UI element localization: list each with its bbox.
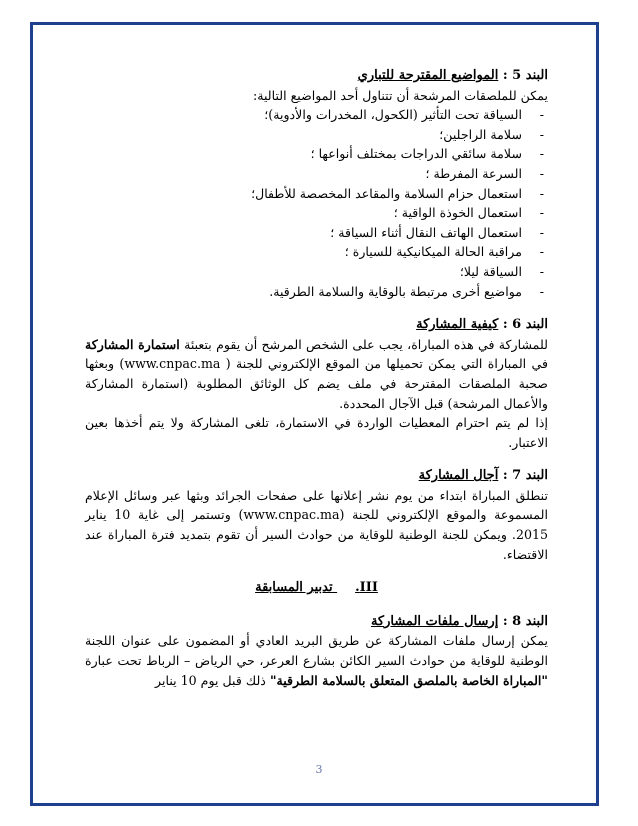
section-6-title: كيفية المشاركة — [416, 317, 499, 333]
section-5-intro: يمكن للملصقات المرشحة أن تتناول أحد المواضيع التالية: — [252, 87, 548, 103]
paragraph-text: للمشاركة في هذه المباراة، يجب على الشخص المرشح أن يقوم بتعبئة — [184, 336, 548, 352]
paragraph-text: ذلك قبل يوم 10 يناير — [155, 672, 266, 688]
participation-form-term: استمارة المشاركة — [85, 336, 180, 352]
section-5-heading — [85, 66, 548, 86]
section-6-heading — [85, 315, 548, 335]
section-7-title: آجال المشاركة — [418, 468, 499, 484]
chapter-numeral: III. — [355, 580, 378, 596]
section-8-number: البند 8 : — [502, 613, 548, 629]
section-8-paragraph — [85, 631, 548, 690]
document-body — [85, 66, 548, 690]
section-8-heading — [85, 612, 548, 632]
section-6-number: البند 6 : — [502, 317, 548, 333]
section-7-paragraph: تنطلق المباراة ابتداء من يوم نشر إعلانها على صفحات الجرائد وبثها عبر وسائل الإعلام المسموعة والموقع الإلكتروني للجنة (www.cnpac.ma) وتستمر إلى غاية 10 يناير 2015. ويمكن للجنة الوطنية للوقاية من حوادث السير أن تقوم بتمديد فترة المباراة عند الاقتضاء. — [85, 487, 548, 562]
paragraph-text: في المباراة التي يمكن تحميلها من الموقع الإلكتروني للجنة ( www.cnpac.ma) وبعثها صحبة الملصقات المقترحة في ملف يضم كل الوثائق المطلوبة (استمارة المشاركة والأعمال المرشحة) قبل الآجال المحددة. — [85, 356, 548, 411]
section-5-title: المواضيع المقترحة للتباري — [357, 68, 499, 83]
submission-label-term: "المباراة الخاصة بالملصق المتعلق بالسلامة الطرقية" — [269, 672, 548, 688]
page-number: 3 — [315, 763, 323, 776]
list-item: - سلامة الراجلين؛ — [85, 125, 548, 145]
section-7-number: البند 7 : — [502, 468, 548, 484]
section-5-number: البند 5 : — [502, 68, 548, 83]
list-item: - السياقة تحت التأثير (الكحول، المخدرات والأدوية)؛ — [85, 105, 548, 125]
section-8-title: إرسال ملفات المشاركة — [370, 613, 499, 629]
topics-list — [85, 105, 548, 301]
chapter-heading — [85, 578, 548, 598]
list-item: - استعمال حزام السلامة والمقاعد المخصصة للأطفال؛ — [85, 184, 548, 204]
section-6-paragraph-1 — [85, 335, 548, 413]
section-7-heading — [85, 466, 548, 486]
list-item: - السرعة المفرطة ؛ — [85, 164, 548, 184]
list-item: - سلامة سائقي الدراجات بمختلف أنواعها ؛ — [85, 144, 548, 164]
list-item: - استعمال الهاتف النقال أثناء السياقة ؛ — [85, 223, 548, 243]
section-6-paragraph-2: إذا لم يتم احترام المعطيات الواردة في الاستمارة، تلغى المشاركة ولا يتم أخذها بعين الاعتبار. — [85, 415, 548, 450]
list-item: - مراقبة الحالة الميكانيكية للسيارة ؛ — [85, 242, 548, 262]
list-item: - السياقة ليلا؛ — [85, 262, 548, 282]
paragraph-text: يمكن إرسال ملفات المشاركة عن طريق البريد العادي أو المضمون على عنوان اللجنة الوطنية للوقاية من حوادث السير الكائن بشارع العرعر، حي الرياض – الرباط تحت عبارة — [85, 633, 548, 669]
chapter-title: تدبير المسابقة — [255, 580, 333, 596]
list-item: - استعمال الخوذة الواقية ؛ — [85, 203, 548, 223]
list-item: - مواضيع أخرى مرتبطة بالوقاية والسلامة الطرقية. — [85, 282, 548, 302]
